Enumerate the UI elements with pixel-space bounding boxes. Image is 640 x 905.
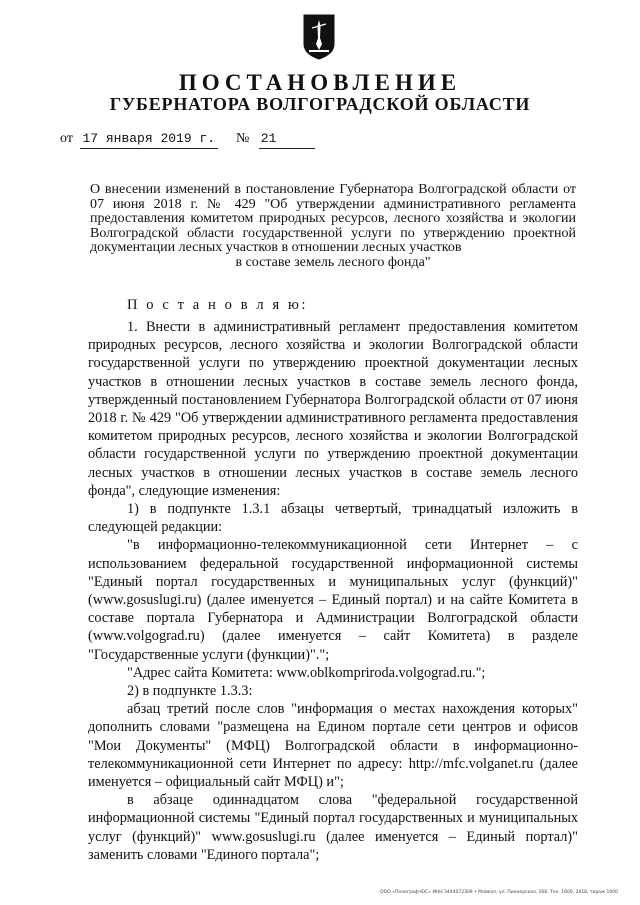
paragraph-5: 2) в подпункте 1.3.3: (127, 683, 253, 700)
paragraph-1: 1. Внести в административный регламент предоставления комитетом природных ресурсов, лесного хозяйства и экологии Волгоградской области государственной услуги по утверждению проектной документации лесных участков в отношении лесных участков в составе земель лесного фонда, утвержденный постановлением Губернатора Волгоградской области от 07 июня 2018 г. № 429 "Об утверждении административного регламента предоставления комитетом природных ресурсов, лесного хозяйства и экологии Волгоградской области государственной услуги по утверждению проектной документации лесных участков в отношении лесных участков в составе земель лесного фонда", следующие изменения: (88, 319, 578, 499)
document-subtitle: ГУБЕРНАТОРА ВОЛГОГРАДСКОЙ ОБЛАСТИ (109, 94, 531, 114)
paragraph-2: 1) в подпункте 1.3.1 абзацы четвертый, тринадцатый изложить в следующей редакции: (88, 501, 578, 536)
paragraph-3: "в информационно-телекоммуникационной сети Интернет – с использованием федеральной государственной информационной системы "Единый портал государственных и муниципальных услуг (функций)" (www.gosuslugi.ru) (далее именуется – Единый портал) и на сайте Комитета в составе портала Губернатора и Администрации Волгоградской области (www.volgograd.ru) (далее именуется – сайт Комитета) в разделе "Государственные услуги (функции)"."; (88, 537, 578, 663)
subject-last-line: в составе земель лесного фонда" (235, 254, 431, 270)
from-label: от (60, 131, 73, 146)
decree-word: П о с т а н о в л я ю: (127, 297, 309, 313)
paragraph-6: абзац третий после слов "информация о местах нахождения которых" дополнить словами "размещена на Едином портале сети центров и офисов "Мои Документы" (МФЦ) Волгоградской области в информационно-телекоммуникационной сети Интернет по адресу: http://mfc.volganet.ru (далее именуется – официальный сайт МФЦ) и"; (88, 701, 578, 791)
paragraph-7: в абзаце одиннадцатом слова "федеральной государственной информационной системы "Единый портал государственных и муниципальных услуг (функций)" www.gosuslugi.ru (далее именуется – Единый портал)" заменить словами "Единого портала"; (88, 792, 578, 863)
subject-text: О внесении изменений в постановление Губернатора Волгоградской области от 07 июня 2018 г. № 429 "Об утверждении административного регламента предоставления комитетом природных ресурсов, лесного хозяйства и экологии Волгоградской области государственной услуги по утверждению проектной документации лесных участков в отношении лесных участков (90, 182, 576, 256)
paragraph-4: "Адрес сайта Комитета: www.oblkompriroda.volgograd.ru."; (127, 664, 486, 681)
document-body (88, 318, 578, 864)
document-title: ПОСТАНОВЛЕНИЕ (178, 70, 462, 95)
document-number: 21 (259, 130, 315, 149)
document-subject (90, 183, 576, 271)
printer-imprint: ООО «Полиграф-ЮС» ИНН 3444072309 • Майкоп, ул. Пионерская, 268. Тел. 1600, 2018, тираж 1000 (380, 890, 618, 895)
document-date: 17 января 2019 г. (80, 130, 218, 149)
number-label: № (235, 131, 250, 146)
coat-of-arms-emblem (303, 14, 335, 60)
date-number-line (60, 130, 315, 149)
